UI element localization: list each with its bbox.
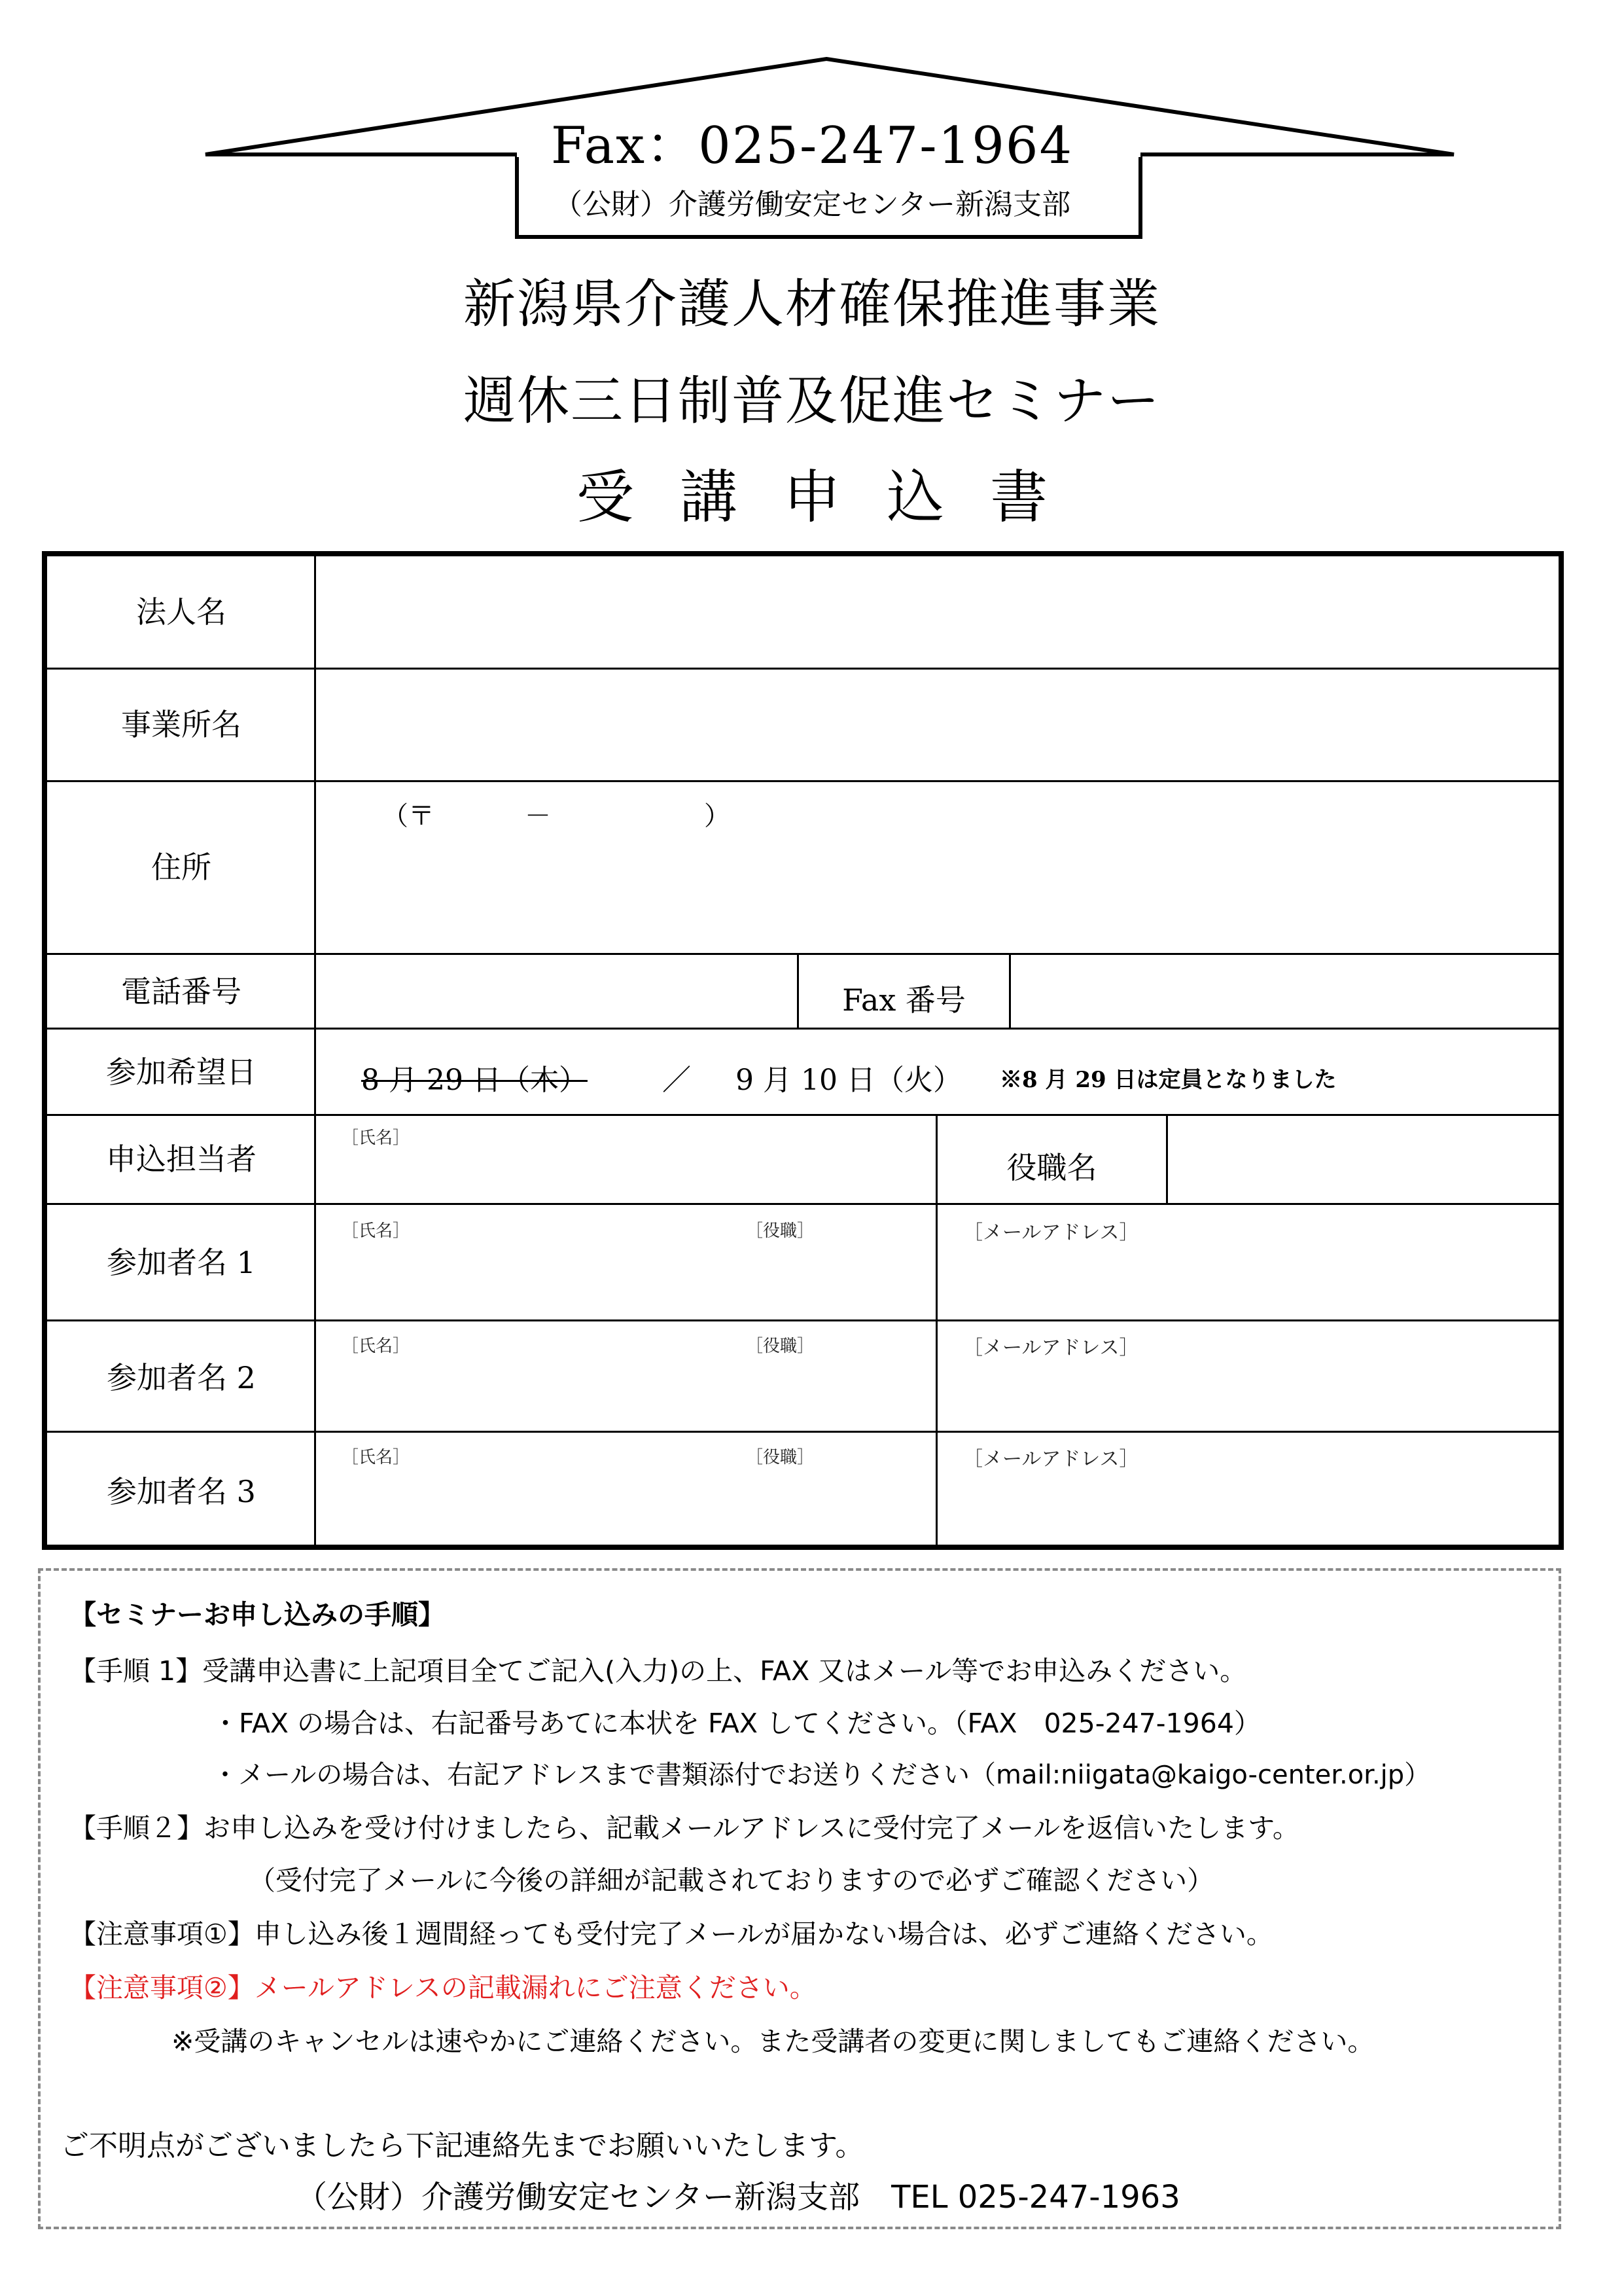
office-name-field[interactable] <box>317 670 1559 780</box>
name-tag: ［氏名］ <box>342 1128 410 1148</box>
step1-mail-text: ・メールの場合は、右記アドレスまで書類添付でお送りください（mail:niigata@kaigo-center.or.jp） <box>212 1760 1431 1790</box>
date-label: 参加希望日 <box>106 1054 256 1090</box>
role-tag: ［役職］ <box>746 1221 815 1241</box>
project-title: 新潟県介護人材確保推進事業 <box>463 274 1161 334</box>
participant-2-email-field[interactable] <box>938 1321 1559 1431</box>
phone-field[interactable] <box>317 955 797 1028</box>
role-tag: ［役職］ <box>746 1448 815 1467</box>
date-note: ※8 月 29 日は定員となりました <box>1000 1067 1337 1093</box>
step1-text: 【手順 1】受講申込書に上記項目全てご記入(入力)の上、FAX 又はメール等でお申込みください。 <box>69 1655 1247 1687</box>
fax-number-header: Fax：025-247-1964 <box>550 117 1074 175</box>
participant-1-name-field[interactable] <box>317 1205 936 1319</box>
contact-label: 申込担当者 <box>106 1141 256 1177</box>
name-tag: ［氏名］ <box>342 1221 410 1241</box>
form-title: 受講申込書 <box>576 463 1093 531</box>
selected-date[interactable]: 9 月 10 日（火） <box>735 1064 962 1097</box>
cancel-note: ※受講のキャンセルは速やかにご連絡ください。また受講者の変更に関しましてもご連絡ください。 <box>171 2026 1375 2057</box>
step2-text: 【手順２】お申し込みを受け付けましたら、記載メールアドレスに受付完了メールを返信いたします。 <box>69 1812 1299 1844</box>
step2-note: （受付完了メールに今後の詳細が記載されておりますので必ずご確認ください） <box>249 1865 1214 1896</box>
cancelled-date: 8 月 29 日（木） <box>361 1064 588 1097</box>
name-tag: ［氏名］ <box>342 1448 410 1467</box>
participant-3-label: 参加者名 3 <box>107 1474 256 1509</box>
postal-close: ） <box>704 801 730 831</box>
caution1-text: 【注意事項①】申し込み後１週間経っても受付完了メールが届かない場合は、必ずご連絡ください。 <box>69 1918 1273 1950</box>
address-field[interactable] <box>317 782 1559 953</box>
instructions-box <box>38 1568 1561 2229</box>
postal-dash: － <box>525 801 551 831</box>
name-tag: ［氏名］ <box>342 1336 410 1356</box>
postal-open: （〒 <box>382 801 434 831</box>
date-separator: ／ <box>662 1064 691 1097</box>
step1-fax-text: ・FAX の場合は、右記番号あてに本状を FAX してください。（FAX 025-247-1964） <box>212 1708 1261 1739</box>
position-field[interactable] <box>1168 1116 1559 1203</box>
contact-name-field[interactable] <box>317 1116 936 1203</box>
participant-1-label: 参加者名 1 <box>107 1245 256 1280</box>
office-name-label: 事業所名 <box>121 707 241 742</box>
corp-name-label: 法人名 <box>136 594 226 630</box>
participant-2-name-field[interactable] <box>317 1321 936 1431</box>
application-form <box>42 551 1564 1550</box>
organization-name: （公財）介護労働安定センター新潟支部 <box>553 188 1071 221</box>
email-tag: ［メールアドレス］ <box>963 1448 1139 1471</box>
seminar-title: 週休三日制普及促進セミナー <box>463 370 1161 431</box>
role-tag: ［役職］ <box>746 1336 815 1356</box>
fax-label: Fax 番号 <box>842 982 966 1018</box>
label-column-divider <box>314 556 316 1545</box>
phone-label: 電話番号 <box>121 974 241 1009</box>
address-label: 住所 <box>151 850 211 885</box>
corp-name-field[interactable] <box>317 556 1559 668</box>
contact-line: ご不明点がございましたら下記連絡先までお願いいたします。 <box>60 2129 864 2162</box>
participant-3-email-field[interactable] <box>938 1433 1559 1545</box>
instructions-heading: 【セミナーお申し込みの手順】 <box>69 1599 445 1630</box>
email-tag: ［メールアドレス］ <box>963 1336 1139 1359</box>
participant-1-email-field[interactable] <box>938 1205 1559 1319</box>
participant-2-label: 参加者名 2 <box>107 1360 256 1395</box>
row-divider <box>47 1028 1559 1030</box>
email-tag: ［メールアドレス］ <box>963 1221 1139 1244</box>
contact-organization: （公財）介護労働安定センター新潟支部 TEL 025-247-1963 <box>296 2179 1180 2215</box>
participant-3-name-field[interactable] <box>317 1433 936 1545</box>
caution2-text: 【注意事項②】メールアドレスの記載漏れにご注意ください。 <box>69 1972 817 2003</box>
fax-field[interactable] <box>1011 955 1559 1028</box>
position-label: 役職名 <box>1006 1150 1097 1185</box>
